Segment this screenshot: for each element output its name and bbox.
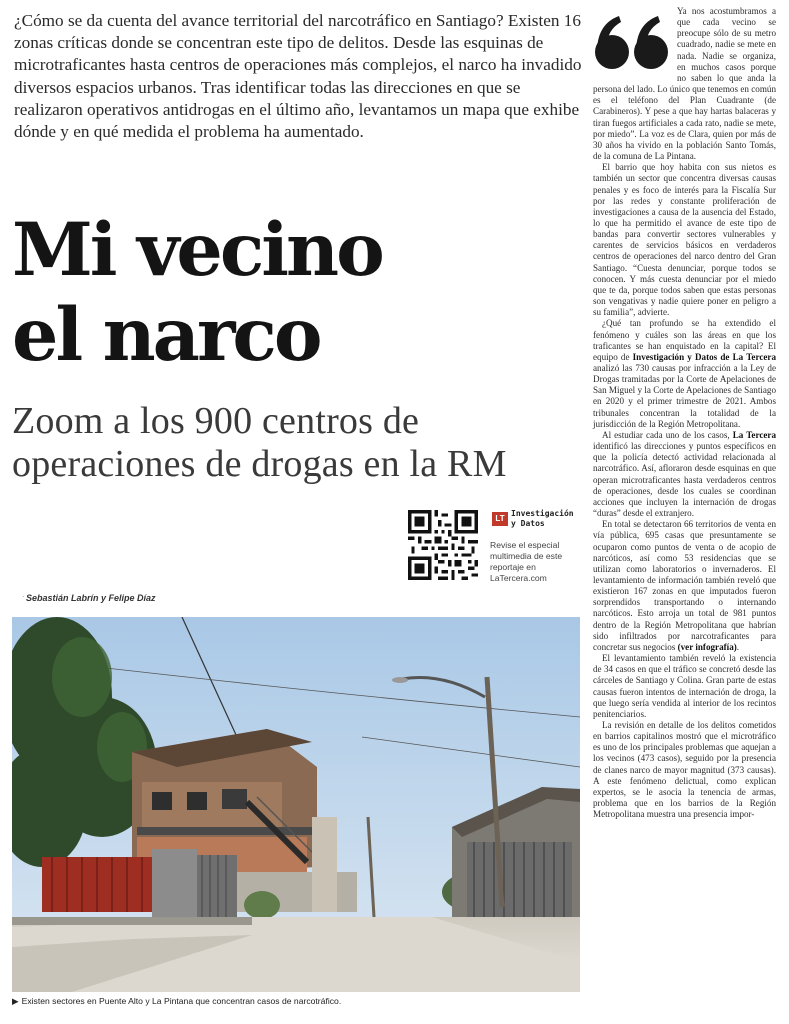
body-paragraph-5-c: . (736, 641, 740, 652)
body-paragraph-3 (593, 318, 776, 430)
body-paragraph-1: Ya nos acostumbramos a que cada vecino se preocupe sólo de su metro cuadrado, nadie se mete en nada. Nadie se organiza, en muchos casos porque no saben lo que anda la persona del lado. Lo único que tenemos en común es el teléfono del Plan Cuadrante (de Carabineros). Y pese a que hay hartas balaceras y tiran fuegos artificiales a cada rato, nadie se mete, por miedo”. La voz es de Clara, quien por más de 30 años ha vivido en la población Santo Tomás, de la comuna de La Pintana. (593, 6, 776, 162)
body-paragraph-5 (593, 519, 776, 653)
multimedia-note: Revise el especial multimedia de este reportaje en LaTercera.com (490, 540, 563, 583)
body-paragraph-2: El barrio que hoy habita con sus nietos es también un sector que concentra diversas causas penales y es foco de interés para la Fiscalía Sur por las redes y constante proliferación de investigaciones a causa de la ausencia del Estado, lo que ha permitido el avance de este tipo de bandas para convertir sectores vulnerables y carentes de servicios básicos en verdaderos centros de operaciones del narco dentro del Gran Santiago. “Cuesta denunciar, porque todos se conocen. Y más cuesta denunciar por el miedo que te da, porque todos saben que estas personas son vengativas y nadie quiere poner en peligro a su familia”, advierte. (593, 162, 776, 318)
subheadline-line-1: Zoom a los 900 centros de (12, 400, 420, 442)
body-paragraph-3-a: ¿Qué tan profundo se ha extendido el fenómeno y cuáles son las áreas en que los traficantes se han enquistado en la capital? El equipo de (593, 318, 776, 362)
body-paragraph-3-c: analizó las 730 causas por infracción a la Ley de Drogas tramitadas por la Corte de Apelaciones de San Miguel y la Corte de Apelaciones de Santiago en 2020 y el primer trimestre de 2021. Ambos tribunales concentran la totalidad de la jurisdicción de la Región Metropolitana. (593, 363, 776, 429)
arrow-right-icon: ▶ (12, 996, 19, 1006)
body-paragraph-3-bold: Investigación y Datos de La Tercera (632, 351, 776, 362)
section-label (511, 509, 581, 529)
body-paragraph-7: La revisión en detalle de los delitos cometidos en barrios capitalinos mostró que el microtráfico es uno de los principales problemas que aquejan a los vecinos (473 casos), seguido por la presencia de clanes narco de mayor magnitud (373 causas). A este fenómeno delictual, como explican expertos, se le asocia la tenencia de armas, problema que en los barrios de la Región Metropolitana muestra una presencia impor- (593, 720, 776, 820)
headline (12, 208, 592, 378)
body-paragraph-4 (593, 430, 776, 519)
headline-line-1: Mi vecino (12, 207, 382, 293)
byline-mark: · (22, 592, 25, 601)
headline-line-2: el narco (12, 292, 320, 378)
lt-logo-badge: LT (492, 512, 508, 526)
qr-code-icon[interactable] (408, 510, 478, 580)
photo-caption (12, 996, 580, 1007)
body-paragraph-4-c: identificó las direcciones y puntos específicos en que la policía detectó actividad relacionada al narcotráfico. Así, afloraron desde esquinas en que operan microtraficantes hasta verdaderos centros de operaciones, desde los cuales se coordinan acciones que incluyen la internación de drogas “duras” desde el extranjero. (593, 441, 776, 519)
body-paragraph-5-a: En total se detectaron 66 territorios de venta en vía pública, 695 casas que presuntamente se ocuparon como puntos de venta o de acopio de narcóticos, así como 53 residencias que se utilizan como laboratorios o invernaderos. El levantamiento de información también reveló que existieron 167 zonas en que imputados fueron sorprendidos transportando o internando narcóticos. Esto arroja un total de 981 puntos dentro de la Región Metropolitana que habrían sido infiltrados por narcotraficantes para concretar sus negocios (593, 519, 776, 652)
caption-text: Existen sectores en Puente Alto y La Pintana que concentran casos de narcotráfico. (21, 996, 342, 1006)
body-paragraph-6: El levantamiento también reveló la existencia de 34 casos en que el tráfico se concretó desde las cárceles de Santiago y Colina. Gran parte de estas causas fueron intentos de internación de droga, la que luego sería vendida al interior de los recintos penitenciarios. (593, 653, 776, 719)
section-label-line-2: y Datos (511, 519, 545, 528)
body-paragraph-5-bold: (ver infografía) (677, 641, 737, 652)
body-paragraph-4-bold: La Tercera (732, 429, 776, 440)
quote-mark-icon (593, 12, 671, 78)
street-photo (12, 617, 580, 992)
byline: Sebastián Labrín y Felipe Díaz (26, 593, 156, 603)
section-label-line-1: Investigación (511, 509, 574, 518)
article-body-column (593, 6, 776, 820)
subheadline (12, 400, 592, 486)
intro-deck: ¿Cómo se da cuenta del avance territorial del narcotráfico en Santiago? Existen 16 zonas críticas donde se concentran este tipo de delitos. Desde las esquinas de microtraficantes hasta centros de operaciones más complejos, el narco ha invadido diversos espacios urbanos. Tras identificar todas las direcciones en que se realizaron operativos antidrogas en el último año, levantamos un mapa que exhibe dónde y en qué medida el problema ha aumentado. (14, 11, 582, 141)
body-paragraph-4-a: Al estudiar cada uno de los casos, (602, 429, 733, 440)
subheadline-line-2: operaciones de drogas en la RM (12, 443, 507, 485)
